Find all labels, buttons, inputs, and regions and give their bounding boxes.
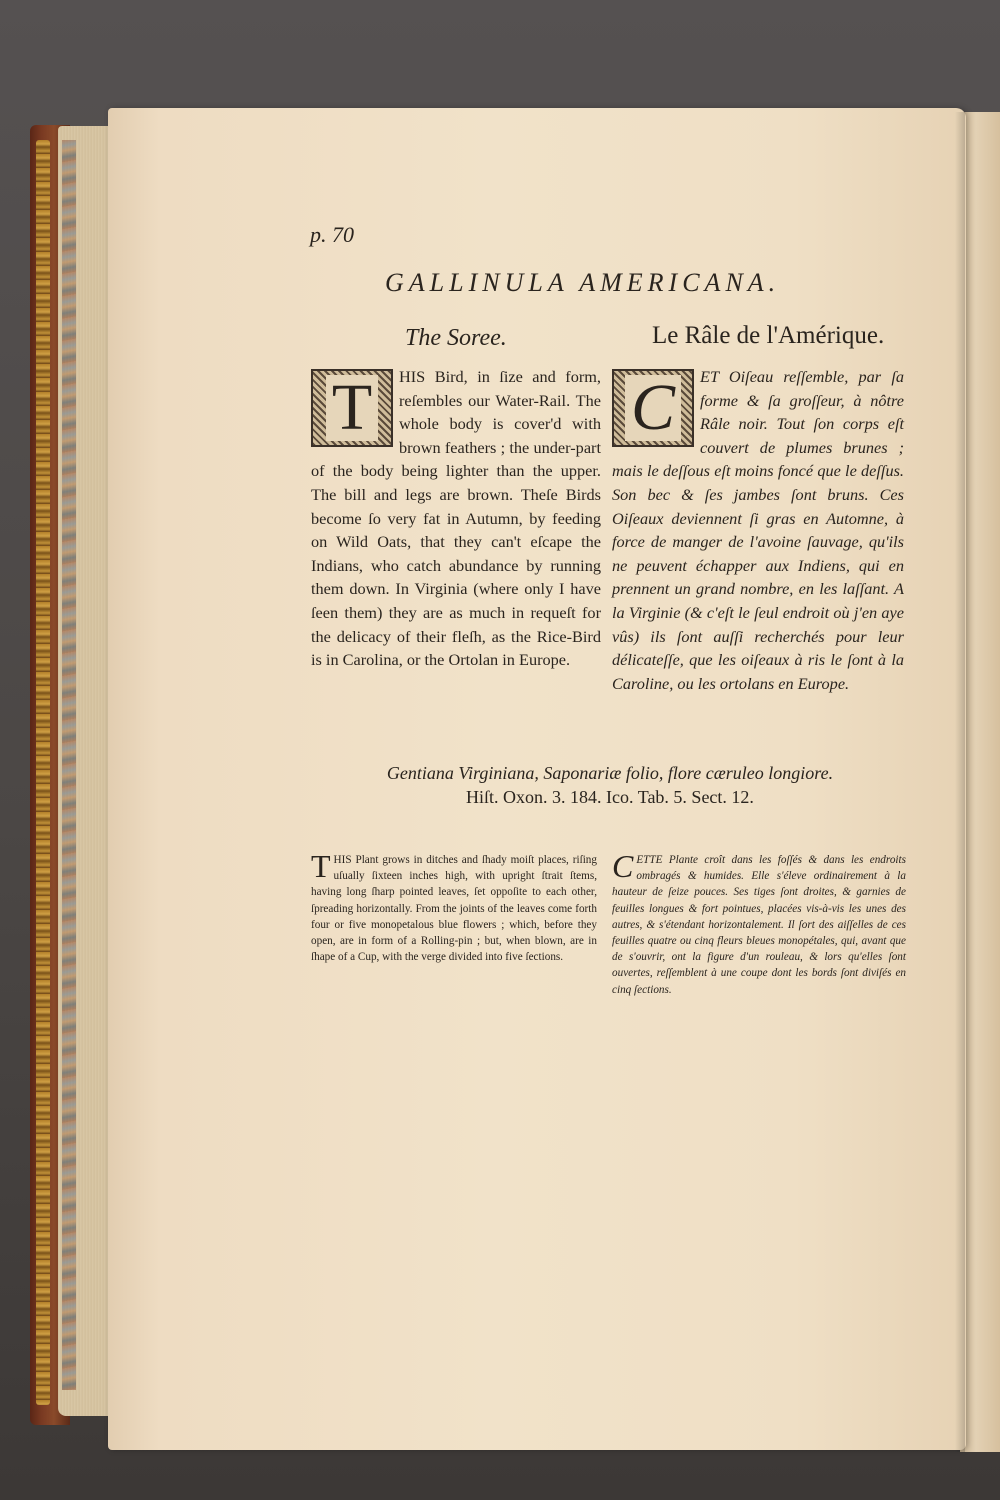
plant-reference: Hiſt. Oxon. 3. 184. Ico. Tab. 5. Sect. 12. <box>466 787 754 807</box>
plant-title: Gentiana Virginiana, Saponariæ folio, flore cæruleo longiore. <box>386 763 834 783</box>
french-text: ET Oiſeau reſſemble, par ſa forme & ſa groſſeur, à nôtre Râle noir. Tout ſon corps eſt couvert de plumes brunes ; mais le deſſous eſt moins foncé que le deſſus. Son bec & ſes jambes ſont bruns. Ces Oiſeaux deviennent ſi gras en Automne, à force de manger de l'avoine ſauvage, qu'ils ne peuvent échapper aux Indiens, qui en prennent un grand nombre, en les laſſant. A la Virginie (& c'eſt le ſeul endroit où j'en aye vûs) ils ſont auſſi recherchés pour leur délicateſſe, que les oiſeaux à ris le ſont à la Caroline, ou les ortolans en Europe. <box>612 367 904 693</box>
french-paragraph <box>612 365 904 695</box>
gilt-ornament <box>36 140 50 1405</box>
page-number: p. 70 <box>310 222 354 247</box>
initial-letter: C <box>612 848 634 884</box>
plant-english-text: HIS Plant grows in ditches and ſhady moiſt places, riſing uſually ſixteen inches high, with upright ſtrait ſtems, having long ſharp pointed leaves, ſet oppoſite to each other, ſpreading horizontally. From the joints of the leaves come forth four or five monopetalous blue flowers ; which, before they open, are in form of a Rolling-pin ; but, when blown, are in ſhape of a Cup, with the verge divided into five ſections. <box>311 854 597 964</box>
english-text: HIS Bird, in ſize and form, reſembles our Water-Rail. The whole body is cover'd with brown feathers ; the under-part of the body being lighter than the upper. The bill and legs are brown. Theſe Birds become ſo very fat in Autumn, by feeding on Wild Oats, that they can't eſcape the Indians, who catch abundance by running them down. In Virginia (where only I have ſeen them) they are as much in requeſt for the delicacy of their fleſh, as the Rice-Bird is in Carolina, or the Ortolan in Europe. <box>311 367 601 670</box>
decorated-initial <box>612 369 694 447</box>
page-title: GALLINULA AMERICANA. <box>385 268 781 297</box>
plant-english-paragraph <box>311 848 597 965</box>
plant-french-paragraph <box>612 848 906 998</box>
initial-letter: C <box>625 375 681 441</box>
plant-french-text: ETTE Plante croît dans les foſſés & dans les endroits ombragés & humides. Elle s'éleve ordinairement à la hauteur de ſeize pouces. Ses tiges ſont droites, & garnies de feuilles longues & fort pointues, placées vis-à-vis les unes des autres, & s'étendant horizontalement. Il ſort des aiſſelles de ces feuilles quatre ou cinq fleurs bleues monopétales, qui, avant que de s'ouvrir, ont la figure d'un rouleau, & lors qu'elles ſont ouvertes, reſſemblent à une coupe dont les bords ſont diviſés en cinq ſections. <box>612 854 906 996</box>
marbled-edge <box>62 140 76 1390</box>
english-paragraph <box>311 365 601 672</box>
initial-letter: T <box>326 375 378 441</box>
facing-page-edge <box>960 112 1000 1452</box>
initial-letter: T <box>311 848 331 884</box>
french-heading: Le Râle de l'Amérique. <box>652 322 885 349</box>
gutter-shadow <box>955 112 965 1452</box>
english-heading: The Soree. <box>405 325 507 351</box>
decorated-initial <box>311 369 393 447</box>
